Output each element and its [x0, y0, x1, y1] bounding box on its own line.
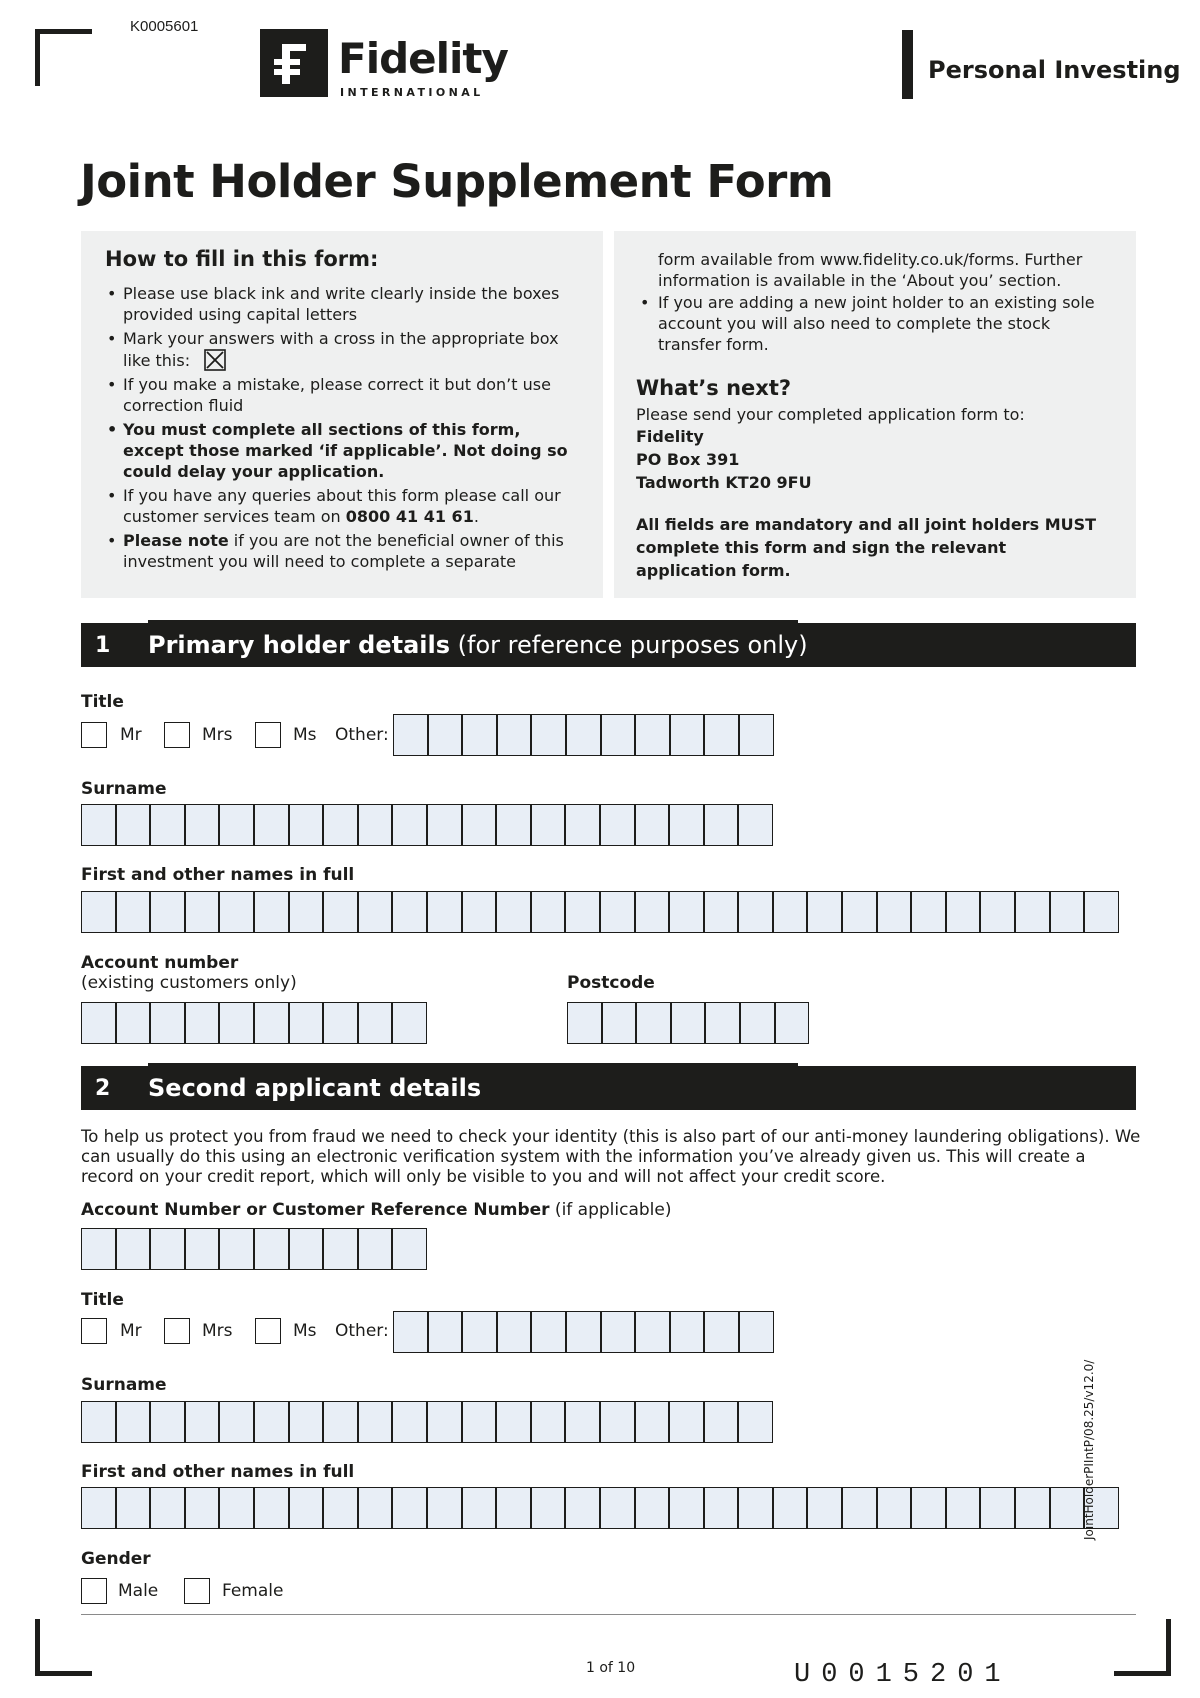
postcode-label: Postcode [567, 973, 655, 993]
character-cell[interactable] [567, 1002, 602, 1044]
character-cell[interactable] [704, 1401, 739, 1443]
character-cell[interactable] [289, 1487, 324, 1529]
first-names-label: First and other names in full [81, 1462, 355, 1482]
gender-options [81, 1578, 381, 1606]
character-cell[interactable] [565, 891, 600, 933]
character-cell[interactable] [254, 1228, 289, 1270]
character-cell[interactable] [807, 891, 842, 933]
list-item [105, 328, 585, 371]
character-cell[interactable] [462, 714, 497, 756]
character-cell[interactable] [289, 1002, 324, 1044]
character-cell[interactable] [358, 1002, 393, 1044]
character-cell[interactable] [496, 804, 531, 846]
list-item-continued: form available from www.fidelity.co.uk/forms. Further information is available in the ‘About you’ section. [658, 250, 1083, 290]
list-item [105, 530, 585, 572]
character-cell[interactable] [946, 891, 981, 933]
option-label: Male [118, 1581, 159, 1601]
postal-address [636, 425, 812, 494]
whats-next-panel [614, 231, 1136, 598]
character-cell[interactable] [1084, 891, 1119, 933]
character-cell[interactable] [600, 804, 635, 846]
character-cell[interactable] [773, 891, 808, 933]
character-cell[interactable] [740, 1002, 775, 1044]
character-cell[interactable] [150, 1487, 185, 1529]
section-1-header [81, 623, 1136, 667]
section-subtitle: (for reference purposes only) [450, 631, 808, 659]
character-cell[interactable] [150, 1228, 185, 1270]
character-cell[interactable] [219, 1401, 254, 1443]
character-cell[interactable] [185, 1401, 220, 1443]
crop-mark-top-left [35, 29, 40, 86]
title-mr-checkbox[interactable] [81, 1318, 107, 1344]
logo-subtitle: INTERNATIONAL [340, 86, 484, 99]
character-cell[interactable] [669, 1487, 704, 1529]
title-ms-checkbox[interactable] [255, 722, 281, 748]
character-cell[interactable] [81, 1401, 116, 1443]
character-cell[interactable] [565, 1401, 600, 1443]
option-label: Female [222, 1581, 284, 1601]
crop-mark-bottom-right [1114, 1671, 1171, 1676]
character-cell[interactable] [565, 1487, 600, 1529]
address-line: PO Box 391 [636, 450, 740, 469]
character-cell[interactable] [600, 1487, 635, 1529]
surname-label: Surname [81, 1375, 167, 1395]
list-item: • Please use black ink and write clearly inside the boxes provided using capital letters [105, 283, 585, 325]
option-label: Mr [120, 1321, 142, 1341]
character-cell[interactable] [670, 714, 705, 756]
character-cell[interactable] [116, 1228, 151, 1270]
character-cell[interactable] [739, 1311, 774, 1353]
character-cell[interactable] [323, 1228, 358, 1270]
account-reference-label [81, 1200, 672, 1220]
address-line: Fidelity [636, 427, 704, 446]
character-cell[interactable] [185, 891, 220, 933]
character-cell[interactable] [531, 804, 566, 846]
character-cell[interactable] [219, 1487, 254, 1529]
character-cell[interactable] [775, 1002, 810, 1044]
character-cell[interactable] [669, 1401, 704, 1443]
character-cell[interactable] [1050, 1487, 1085, 1529]
character-cell[interactable] [877, 1487, 912, 1529]
character-cell[interactable] [738, 1401, 773, 1443]
address-line: Tadworth KT20 9FU [636, 473, 812, 492]
character-cell[interactable] [81, 1228, 116, 1270]
division-title: Personal Investing [928, 56, 1181, 84]
character-cell[interactable] [877, 891, 912, 933]
character-cell[interactable] [531, 1401, 566, 1443]
character-cell[interactable] [81, 804, 116, 846]
character-cell[interactable] [566, 714, 601, 756]
whats-next-title: What’s next? [636, 376, 792, 400]
character-cell[interactable] [323, 891, 358, 933]
character-cell[interactable] [635, 804, 670, 846]
character-cell[interactable] [427, 1401, 462, 1443]
surname-input[interactable] [81, 1401, 773, 1443]
list-item-text: . [473, 507, 479, 526]
character-cell[interactable] [427, 804, 462, 846]
character-cell[interactable] [462, 1401, 497, 1443]
character-cell[interactable] [807, 1487, 842, 1529]
character-cell[interactable] [150, 1401, 185, 1443]
character-cell[interactable] [773, 1487, 808, 1529]
character-cell[interactable] [635, 1487, 670, 1529]
label-note: (if applicable) [549, 1200, 672, 1220]
character-cell[interactable] [289, 1228, 324, 1270]
character-cell[interactable] [531, 891, 566, 933]
character-cell[interactable] [565, 804, 600, 846]
character-cell[interactable] [185, 1228, 220, 1270]
character-cell[interactable] [116, 891, 151, 933]
list-item: • You must complete all sections of this form, except those marked ‘if applicable’. Not doing so could delay your application. [105, 419, 585, 482]
character-cell[interactable] [116, 1487, 151, 1529]
character-cell[interactable] [671, 1002, 706, 1044]
character-cell[interactable] [185, 804, 220, 846]
account-number-label: Account number [81, 953, 239, 973]
character-cell[interactable] [1015, 891, 1050, 933]
title-mrs-checkbox[interactable] [164, 1318, 190, 1344]
division-bar [902, 30, 913, 99]
character-cell[interactable] [358, 1401, 393, 1443]
character-cell[interactable] [116, 804, 151, 846]
list-item-text: if you are not the beneficial owner of this investment you will need to complete a separate [123, 531, 564, 571]
character-cell[interactable] [392, 804, 427, 846]
character-cell[interactable] [116, 1002, 151, 1044]
option-label: Mrs [202, 1321, 233, 1341]
character-cell[interactable] [358, 891, 393, 933]
character-cell[interactable] [531, 714, 566, 756]
list-item: • If you make a mistake, please correct it but don’t use correction fluid [105, 374, 585, 416]
character-cell[interactable] [289, 804, 324, 846]
character-cell[interactable] [704, 1487, 739, 1529]
character-cell[interactable] [980, 891, 1015, 933]
character-cell[interactable] [393, 1311, 428, 1353]
character-cell[interactable] [496, 891, 531, 933]
character-cell[interactable] [670, 1311, 705, 1353]
character-cell[interactable] [81, 891, 116, 933]
how-to-list-continued [638, 292, 1118, 355]
surname-label: Surname [81, 779, 167, 799]
character-cell[interactable] [150, 891, 185, 933]
form-version-code: JointHolderPIIntP/08.25/v12.0/ [1082, 1359, 1096, 1540]
character-cell[interactable] [219, 891, 254, 933]
character-cell[interactable] [635, 891, 670, 933]
character-cell[interactable] [635, 714, 670, 756]
character-cell[interactable] [428, 1311, 463, 1353]
character-cell[interactable] [842, 891, 877, 933]
how-to-list [105, 283, 585, 575]
gender-male-checkbox[interactable] [81, 1578, 107, 1604]
character-cell[interactable] [636, 1002, 671, 1044]
character-cell[interactable] [462, 804, 497, 846]
character-cell[interactable] [704, 714, 739, 756]
character-cell[interactable] [185, 1002, 220, 1044]
list-item: • If you are adding a new joint holder to an existing sole account you will also need to complete the stock transfer form. [638, 292, 1118, 355]
account-reference-input[interactable] [81, 1228, 427, 1270]
character-cell[interactable] [739, 714, 774, 756]
surname-input[interactable] [81, 804, 773, 846]
section-header-notch [148, 1063, 798, 1066]
character-cell[interactable] [601, 1311, 636, 1353]
section-header-notch [148, 620, 798, 623]
section-number: 2 [95, 1076, 111, 1101]
character-cell[interactable] [392, 1401, 427, 1443]
page-title: Joint Holder Supplement Form [80, 155, 834, 208]
character-cell[interactable] [219, 804, 254, 846]
character-cell[interactable] [392, 1002, 427, 1044]
character-cell[interactable] [601, 714, 636, 756]
first-names-label: First and other names in full [81, 865, 355, 885]
list-item [105, 485, 585, 527]
list-item-text: If you have any queries about this form please call our customer services team on [123, 486, 561, 526]
character-cell[interactable] [566, 1311, 601, 1353]
character-cell[interactable] [462, 891, 497, 933]
title-ms-checkbox[interactable] [255, 1318, 281, 1344]
crop-mark-bottom-left [35, 1619, 40, 1676]
character-cell[interactable] [704, 1311, 739, 1353]
character-cell[interactable] [842, 1487, 877, 1529]
option-label: Mr [120, 725, 142, 745]
title-mrs-checkbox[interactable] [164, 722, 190, 748]
character-cell[interactable] [497, 714, 532, 756]
character-cell[interactable] [911, 891, 946, 933]
character-cell[interactable] [116, 1401, 151, 1443]
character-cell[interactable] [496, 1487, 531, 1529]
character-cell[interactable] [392, 891, 427, 933]
character-cell[interactable] [254, 804, 289, 846]
mandatory-notice: All fields are mandatory and all joint holders MUST complete this form and sign the relevant application form. [636, 515, 1097, 580]
title-mr-checkbox[interactable] [81, 722, 107, 748]
how-to-panel [81, 231, 603, 598]
phone-number: 0800 41 41 61 [345, 507, 474, 526]
character-cell[interactable] [150, 804, 185, 846]
character-cell[interactable] [497, 1311, 532, 1353]
title-label: Title [81, 1290, 124, 1310]
character-cell[interactable] [531, 1311, 566, 1353]
list-item-bold: Please note [123, 531, 229, 550]
section-2-header [81, 1066, 1136, 1110]
document-barcode-number: U0015201 [794, 1660, 1012, 1690]
crop-mark-bottom-right [1166, 1619, 1171, 1676]
page-number: 1 of 10 [586, 1660, 636, 1676]
character-cell[interactable] [358, 804, 393, 846]
character-cell[interactable] [462, 1311, 497, 1353]
character-cell[interactable] [462, 1487, 497, 1529]
gender-label: Gender [81, 1549, 151, 1569]
character-cell[interactable] [254, 1401, 289, 1443]
title-other-input[interactable] [393, 1311, 774, 1353]
character-cell[interactable] [669, 804, 704, 846]
character-cell[interactable] [600, 1401, 635, 1443]
character-cell[interactable] [323, 1002, 358, 1044]
character-cell[interactable] [1050, 891, 1085, 933]
character-cell[interactable] [393, 714, 428, 756]
form-reference-code: K0005601 [130, 18, 199, 35]
gender-female-checkbox[interactable] [184, 1578, 210, 1604]
account-number-input[interactable] [81, 1002, 427, 1044]
character-cell[interactable] [289, 891, 324, 933]
logo-wordmark: Fidelity [338, 34, 508, 83]
character-cell[interactable] [496, 1401, 531, 1443]
character-cell[interactable] [705, 1002, 740, 1044]
section-number: 1 [95, 633, 111, 658]
character-cell[interactable] [669, 891, 704, 933]
character-cell[interactable] [602, 1002, 637, 1044]
section-title: Second applicant details [148, 1074, 482, 1102]
character-cell[interactable] [392, 1487, 427, 1529]
character-cell[interactable] [219, 1228, 254, 1270]
character-cell[interactable] [635, 1311, 670, 1353]
postcode-input[interactable] [567, 1002, 809, 1044]
crop-mark-bottom-left [35, 1671, 92, 1676]
option-label: Ms [293, 725, 317, 745]
how-to-title: How to fill in this form: [105, 247, 379, 271]
character-cell[interactable] [254, 1487, 289, 1529]
character-cell[interactable] [254, 891, 289, 933]
character-cell[interactable] [428, 714, 463, 756]
character-cell[interactable] [427, 1487, 462, 1529]
character-cell[interactable] [427, 891, 462, 933]
character-cell[interactable] [635, 1401, 670, 1443]
label-text: Account Number or Customer Reference Number [81, 1200, 550, 1220]
character-cell[interactable] [150, 1002, 185, 1044]
character-cell[interactable] [185, 1487, 220, 1529]
character-cell[interactable] [911, 1487, 946, 1529]
character-cell[interactable] [704, 891, 739, 933]
section-title [148, 631, 808, 659]
character-cell[interactable] [600, 891, 635, 933]
character-cell[interactable] [738, 891, 773, 933]
footer-divider [81, 1614, 1136, 1615]
list-item-text: Mark your answers with a cross in the appropriate box like this: [123, 329, 559, 370]
character-cell[interactable] [738, 804, 773, 846]
account-number-note: (existing customers only) [81, 973, 297, 993]
crossed-box-icon [204, 349, 226, 371]
character-cell[interactable] [81, 1487, 116, 1529]
fidelity-logo-icon [260, 29, 328, 97]
crop-mark-top-left [35, 29, 92, 34]
character-cell[interactable] [81, 1002, 116, 1044]
character-cell[interactable] [323, 804, 358, 846]
first-names-input[interactable] [81, 1487, 1119, 1529]
character-cell[interactable] [219, 1002, 254, 1044]
character-cell[interactable] [289, 1401, 324, 1443]
option-label: Ms [293, 1321, 317, 1341]
title-other-input[interactable] [393, 714, 774, 756]
section-title-text: Primary holder details [148, 631, 451, 659]
title-label: Title [81, 692, 124, 712]
character-cell[interactable] [323, 1401, 358, 1443]
character-cell[interactable] [946, 1487, 981, 1529]
option-label: Mrs [202, 725, 233, 745]
whats-next-text: Please send your completed application form to: [636, 405, 1025, 424]
character-cell[interactable] [254, 1002, 289, 1044]
character-cell[interactable] [323, 1487, 358, 1529]
first-names-input[interactable] [81, 891, 1119, 933]
character-cell[interactable] [738, 1487, 773, 1529]
character-cell[interactable] [1015, 1487, 1050, 1529]
option-label: Other: [335, 1321, 389, 1341]
character-cell[interactable] [531, 1487, 566, 1529]
character-cell[interactable] [704, 804, 739, 846]
character-cell[interactable] [358, 1487, 393, 1529]
option-label: Other: [335, 725, 389, 745]
character-cell[interactable] [358, 1228, 393, 1270]
identity-check-paragraph: To help us protect you from fraud we need to check your identity (this is also part of our anti-money laundering obligations). We can usually do this using an electronic verification system with the information you’ve already given us. This will create a record on your credit report, which will only be visible to you and will not affect your credit score. [81, 1127, 1141, 1186]
character-cell[interactable] [980, 1487, 1015, 1529]
character-cell[interactable] [392, 1228, 427, 1270]
